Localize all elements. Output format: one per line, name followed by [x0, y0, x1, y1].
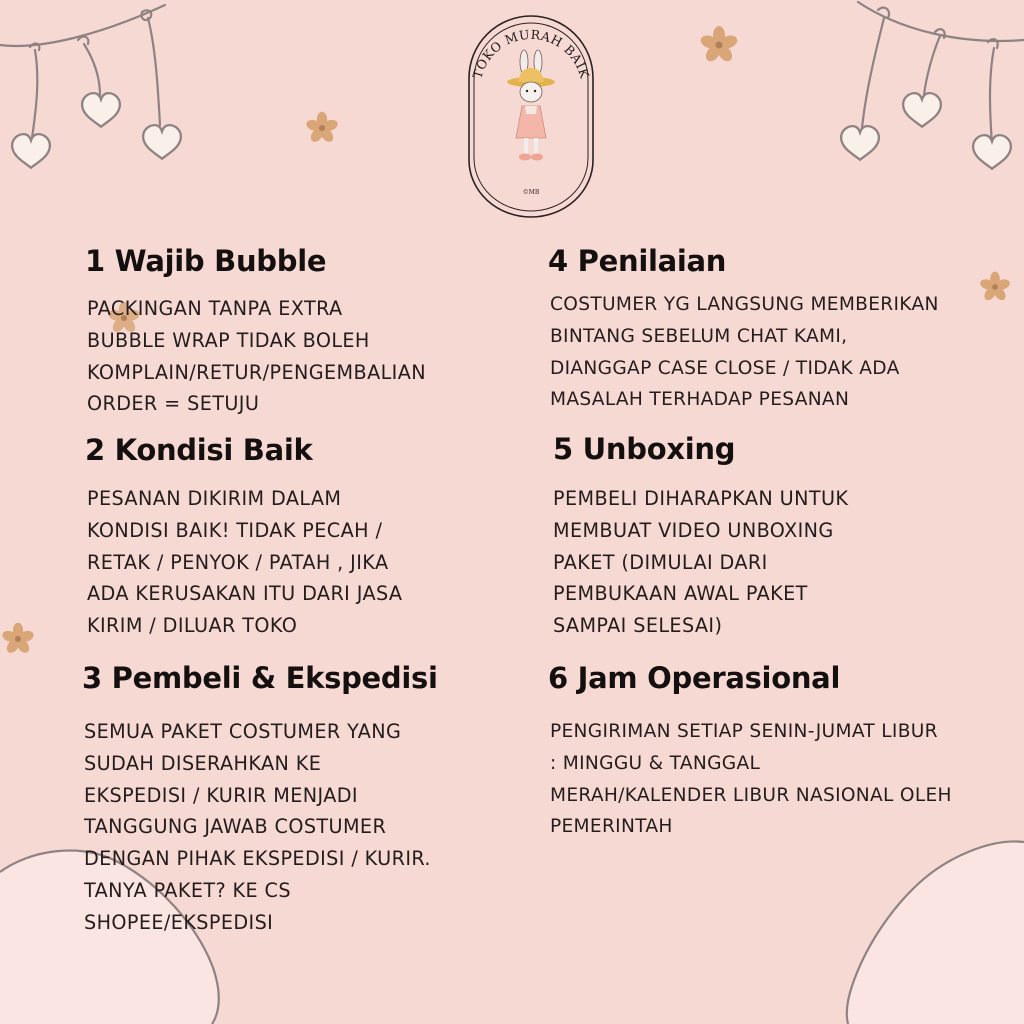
flower-icon: [0, 620, 36, 658]
section-4-body: [550, 289, 939, 416]
section-6-line: PEMERINTAH: [550, 816, 673, 838]
flower-icon: [698, 24, 740, 66]
section-4-line: BINTANG SEBELUM CHAT KAMI,: [550, 325, 848, 347]
section-4-line: DIANGGAP CASE CLOSE / TIDAK ADA: [550, 357, 900, 379]
section-2-line: RETAK / PENYOK / PATAH , JIKA: [87, 550, 389, 574]
section-3-line: DENGAN PIHAK EKSPEDISI / KURIR.: [84, 847, 431, 871]
section-2-body: [87, 483, 402, 642]
section-5-line: PEMBELI DIHARAPKAN UNTUK: [553, 487, 849, 510]
section-2-line: KIRIM / DILUAR TOKO: [87, 614, 298, 638]
section-3-heading: 3 Pembeli & Ekspedisi: [82, 661, 438, 695]
section-5-line: PAKET (DIMULAI DARI: [553, 550, 768, 574]
section-3-body: [84, 716, 431, 939]
brand-mark: ©MB: [522, 189, 540, 196]
section-3-line: SHOPEE/EKSPEDISI: [84, 910, 274, 934]
section-1-line: BUBBLE WRAP TIDAK BOLEH: [87, 328, 370, 352]
heart-garland-icon: [0, 5, 181, 168]
section-5-line: PEMBUKAAN AWAL PAKET: [553, 582, 808, 606]
section-4-line: COSTUMER YG LANGSUNG MEMBERIKAN: [550, 294, 939, 315]
section-6-body: [550, 716, 952, 843]
section-6-line: MERAH/KALENDER LIBUR NASIONAL OLEH: [550, 784, 952, 806]
section-3-line: SEMUA PAKET COSTUMER YANG: [84, 720, 402, 743]
flower-icon: [304, 110, 340, 146]
section-3-line: EKSPEDISI / KURIR MENJADI: [84, 783, 358, 807]
section-4-line: MASALAH TERHADAP PESANAN: [550, 389, 850, 411]
section-5-line: MEMBUAT VIDEO UNBOXING: [553, 518, 834, 542]
flower-icon: [978, 270, 1012, 304]
brand-name: TOKO MURAH BAIK: [469, 26, 593, 81]
section-1-line: PACKINGAN TANPA EXTRA: [87, 297, 343, 320]
brand-logo: [466, 10, 596, 220]
section-4-heading: 4 Penilaian: [548, 244, 727, 278]
blob-outline-icon: [847, 841, 1024, 1024]
section-2-line: PESANAN DIKIRIM DALAM: [87, 487, 342, 510]
section-2-line: ADA KERUSAKAN ITU DARI JASA: [87, 582, 403, 606]
section-1-line: ORDER = SETUJU: [87, 392, 260, 416]
heart-garland-icon: [841, 2, 1024, 169]
section-6-line: PENGIRIMAN SETIAP SENIN-JUMAT LIBUR: [550, 721, 938, 742]
section-1-heading: 1 Wajib Bubble: [85, 244, 327, 278]
section-5-body: [553, 483, 848, 642]
section-6-heading: 6 Jam Operasional: [548, 661, 841, 695]
section-6-line: : MINGGU & TANGGAL: [550, 752, 761, 774]
section-1-body: [87, 293, 426, 420]
section-2-heading: 2 Kondisi Baik: [85, 433, 313, 467]
section-2-line: KONDISI BAIK! TIDAK PECAH /: [87, 518, 383, 542]
bunny-girl-in-hat-icon: [507, 50, 555, 161]
section-3-line: SUDAH DISERAHKAN KE: [84, 751, 322, 775]
section-1-line: KOMPLAIN/RETUR/PENGEMBALIAN: [87, 360, 427, 384]
section-5-heading: 5 Unboxing: [553, 432, 736, 466]
section-3-line: TANYA PAKET? KE CS: [84, 878, 291, 902]
section-5-line: SAMPAI SELESAI): [553, 614, 723, 638]
section-3-line: TANGGUNG JAWAB COSTUMER: [84, 815, 387, 839]
